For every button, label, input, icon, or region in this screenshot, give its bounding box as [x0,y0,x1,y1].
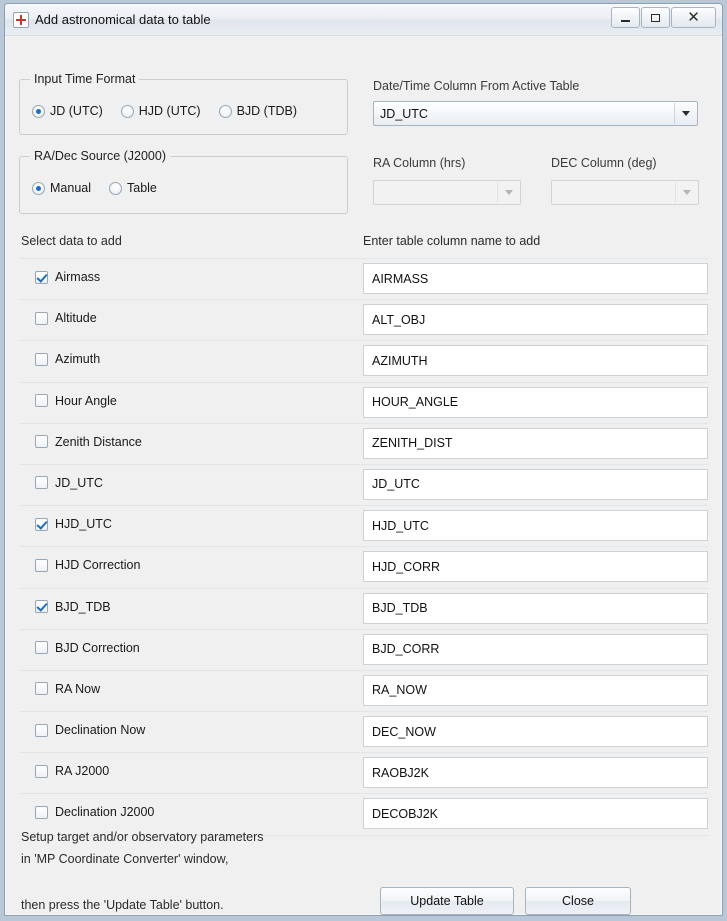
checkbox-ra-j2000[interactable] [35,764,109,778]
title-bar[interactable] [5,4,722,36]
column-name-input-ra-now[interactable]: RA_NOW [363,675,708,706]
column-name-input-zenith-distance[interactable]: ZENITH_DIST [363,428,708,459]
maximize-icon [651,14,660,22]
footer-note-line3: then press the 'Update Table' button. [21,898,224,912]
dec-column-select [551,180,699,205]
dialog-window [4,3,723,916]
checkbox-azimuth-label: Azimuth [55,352,101,367]
table-row [19,506,708,547]
minimize-button[interactable] [611,7,640,28]
checkbox-hour-angle-label: Hour Angle [55,393,117,408]
checkbox-bjd-correction-label: BJD Correction [55,640,140,655]
dec-column-label: DEC Column (deg) [551,156,657,170]
checkbox-declination-now-label: Declination Now [55,723,146,738]
checkbox-declination-j2000-indicator [35,806,48,819]
footer-note-line2: in 'MP Coordinate Converter' window, [21,852,229,866]
checkbox-bjd-correction-indicator [35,641,48,654]
checkbox-hour-angle[interactable] [35,394,117,408]
checkbox-jd-utc-indicator [35,476,48,489]
checkbox-ra-j2000-indicator [35,765,48,778]
checkbox-bjd-correction[interactable] [35,641,140,655]
column-name-input-bjd-tdb[interactable]: BJD_TDB [363,593,708,624]
checkbox-zenith-distance-indicator [35,435,48,448]
checkbox-azimuth[interactable] [35,352,100,366]
radio-table-label: Table [127,181,157,195]
radio-table-indicator [109,182,122,195]
table-row [19,258,708,300]
table-row [19,300,708,341]
footer-note-line1: Setup target and/or observatory parameters [21,830,264,844]
astronomy-table-icon [13,12,29,28]
column-name-header: Enter table column name to add [363,234,541,248]
checkbox-ra-now[interactable] [35,682,100,696]
ra-column-select [373,180,521,205]
checkbox-altitude-label: Altitude [55,311,97,326]
radio-jd-utc-label: JD (UTC) [50,104,103,118]
column-name-input-altitude[interactable]: ALT_OBJ [363,304,708,335]
checkbox-hjd-utc[interactable] [35,517,112,531]
radio-hjd-utc-indicator [121,105,134,118]
checkbox-hour-angle-indicator [35,394,48,407]
ra-column-group [363,156,531,214]
column-name-input-ra-j2000[interactable]: RAOBJ2K [363,757,708,788]
radio-manual-indicator [32,182,45,195]
checkbox-hjd-correction[interactable] [35,558,140,572]
checkbox-jd-utc[interactable] [35,476,103,490]
table-row [19,547,708,588]
chevron-down-icon[interactable] [674,103,696,124]
radio-jd-utc-indicator [32,105,45,118]
radio-manual[interactable] [32,181,91,195]
window-controls [610,7,716,28]
column-name-input-declination-now[interactable]: DEC_NOW [363,716,708,747]
checkbox-bjd-tdb-indicator [35,600,48,613]
radio-bjd-tdb-label: BJD (TDB) [236,104,297,118]
checkbox-jd-utc-label: JD_UTC [55,475,103,490]
column-name-input-declination-j2000[interactable]: DECOBJ2K [363,798,708,829]
column-name-input-hour-angle[interactable]: HOUR_ANGLE [363,387,708,418]
column-name-input-hjd-utc[interactable]: HJD_UTC [363,510,708,541]
checkbox-declination-j2000-label: Declination J2000 [55,805,155,820]
checkbox-airmass-indicator [35,271,48,284]
checkbox-declination-now-indicator [35,724,48,737]
radio-bjd-tdb-indicator [219,105,232,118]
column-name-input-bjd-correction[interactable]: BJD_CORR [363,634,708,665]
window-title: Add astronomical data to table [35,12,211,27]
column-name-input-airmass[interactable]: AIRMASS [363,263,708,294]
checkbox-bjd-tdb-label: BJD_TDB [55,599,111,614]
checkbox-altitude[interactable] [35,311,97,325]
table-row [19,424,708,465]
checkbox-ra-now-indicator [35,682,48,695]
input-time-format-group [19,72,348,135]
dec-column-group [541,156,708,214]
checkbox-declination-now[interactable] [35,723,145,737]
input-time-format-legend: Input Time Format [30,72,139,86]
datetime-column-group [363,79,708,135]
radio-manual-label: Manual [50,181,91,195]
close-dialog-button[interactable]: Close [525,887,631,915]
table-row [19,671,708,712]
checkbox-altitude-indicator [35,312,48,325]
dialog-content [5,36,722,916]
checkbox-azimuth-indicator [35,353,48,366]
table-row [19,753,708,794]
checkbox-airmass[interactable] [35,270,100,284]
checkbox-zenith-distance-label: Zenith Distance [55,434,142,449]
checkbox-zenith-distance[interactable] [35,435,142,449]
chevron-down-icon [675,182,697,203]
checkbox-ra-j2000-label: RA J2000 [55,764,110,779]
checkbox-hjd-utc-label: HJD_UTC [55,517,112,532]
close-button[interactable] [671,7,716,28]
chevron-down-icon [497,182,519,203]
select-data-header: Select data to add [21,234,122,248]
checkbox-hjd-utc-indicator [35,518,48,531]
radio-bjd-tdb[interactable] [219,104,297,118]
close-icon: ✕ [687,9,700,26]
table-row [19,589,708,630]
checkbox-airmass-label: Airmass [55,270,101,284]
checkbox-ra-now-label: RA Now [55,681,101,696]
table-row [19,712,708,753]
minimize-icon [621,20,630,22]
table-row [19,465,708,506]
radec-source-options [32,181,175,195]
checkbox-hjd-correction-label: HJD Correction [55,558,141,573]
radec-source-group [19,149,348,214]
datetime-column-label: Date/Time Column From Active Table [373,79,580,93]
maximize-button[interactable] [641,7,670,28]
column-name-input-hjd-correction[interactable]: HJD_CORR [363,551,708,582]
table-row [19,630,708,671]
datetime-column-value: JD_UTC [380,106,428,121]
table-row [19,341,708,382]
column-name-input-azimuth[interactable]: AZIMUTH [363,345,708,376]
radec-source-legend: RA/Dec Source (J2000) [30,149,170,163]
radio-table[interactable] [109,181,157,195]
radio-hjd-utc[interactable] [121,104,201,118]
column-name-input-jd-utc[interactable]: JD_UTC [363,469,708,500]
checkbox-bjd-tdb[interactable] [35,600,111,614]
checkbox-hjd-correction-indicator [35,559,48,572]
table-row [19,383,708,424]
radio-jd-utc[interactable] [32,104,103,118]
input-time-format-options [32,104,315,118]
update-table-button[interactable]: Update Table [380,887,514,915]
data-rows [19,258,708,836]
datetime-column-select[interactable] [373,101,698,126]
checkbox-declination-j2000[interactable] [35,805,154,819]
radio-hjd-utc-label: HJD (UTC) [138,104,201,118]
ra-column-label: RA Column (hrs) [373,156,466,170]
